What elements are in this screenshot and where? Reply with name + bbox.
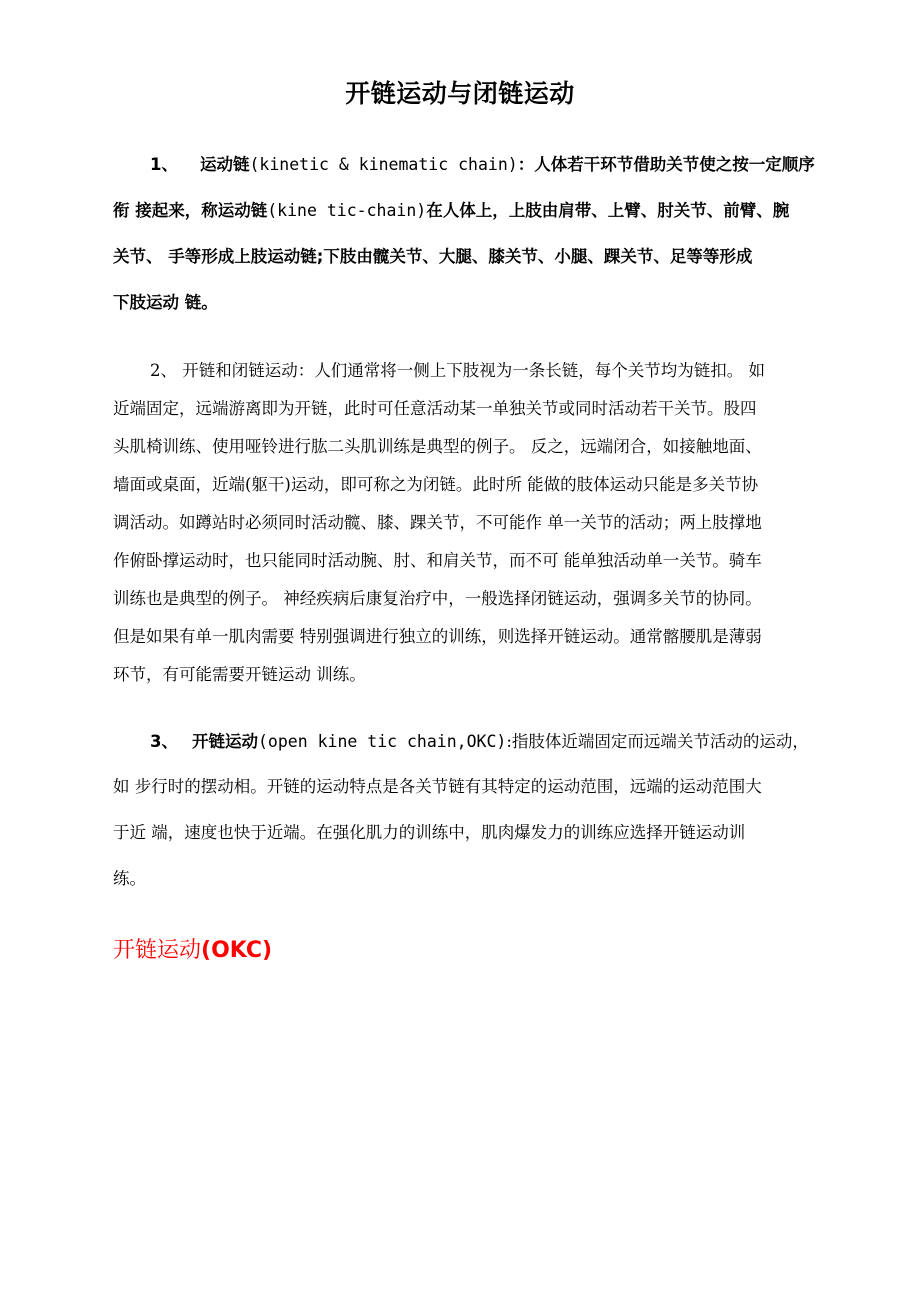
- section1-line2-text: 衔 接起来，称运动链: [113, 201, 268, 220]
- section2-line9: 环节，有可能需要开链运动 训练。: [113, 665, 366, 684]
- section3-line1: [150, 731, 809, 753]
- section2-line3: 头肌椅训练、使用哑铃进行肱二头肌训练是典型的例子。 反之，远端闭合，如接触地面、: [113, 437, 762, 456]
- section1-line2-en: (kine tic-chain): [267, 201, 427, 220]
- okc-heading-cn: 开链运动: [113, 938, 202, 963]
- okc-heading-latin: (OKC): [201, 938, 273, 963]
- section2-line6: 作俯卧撑运动时，也只能同时活动腕、肘、和肩关节，而不可 能单独活动单一关节。骑车: [113, 551, 762, 570]
- section3-line3: 于近 端，速度也快于近端。在强化肌力的训练中，肌肉爆发力的训练应选择开链运动训: [113, 823, 746, 842]
- section1-line2-rest: 在人体上，上肢由肩带、上臂、肘关节、前臂、腕: [426, 201, 790, 220]
- section1-term: 运动链: [199, 155, 250, 174]
- section1-line1: [150, 154, 815, 176]
- section1-line2: [113, 200, 789, 222]
- section1-term-en: (kinetic & kinematic chain): [249, 155, 518, 174]
- okc-heading: [113, 936, 272, 966]
- section3-term-en: (open kine tic chain,OKC): [257, 732, 507, 751]
- section2-line4: 墙面或桌面，近端(躯干)运动，即可称之为闭链。此时所 能做的肢体运动只能是多关节协: [113, 475, 759, 494]
- section1-line4: 下肢运动 链。: [113, 293, 218, 312]
- section3-number: 3、: [150, 732, 178, 751]
- section1-line1-rest: ：人体若干环节借助关节使之按一定顺序: [517, 155, 815, 174]
- section2-line5: 调活动。如蹲站时必须同时活动髋、膝、踝关节，不可能作 单一关节的活动；两上肢撑地: [113, 513, 762, 532]
- section2-line2: 近端固定，远端游离即为开链，此时可任意活动某一单独关节或同时活动若干关节。股四: [113, 399, 757, 418]
- section1-line3: 关节、 手等形成上肢运动链;下肢由髋关节、大腿、膝关节、小腿、踝关节、足等等形成: [113, 247, 753, 266]
- section2-line7: 训练也是典型的例子。 神经疾病后康复治疗中，一般选择闭链运动，强调多关节的协同。: [113, 589, 762, 608]
- section3-line4: 练。: [113, 869, 146, 888]
- section3-term: 开链运动: [191, 732, 258, 751]
- section3-line1-rest: :指肢体近端固定而远端关节活动的运动，: [506, 732, 809, 751]
- section2-line8: 但是如果有单一肌肉需要 特别强调进行独立的训练，则选择开链运动。通常髂腰肌是薄弱: [113, 627, 762, 646]
- page-title: 开链运动与闭链运动: [345, 79, 575, 108]
- section2-line1: 2、 开链和闭链运动：人们通常将一侧上下肢视为一条长链，每个关节均为链扣。 如: [150, 361, 765, 380]
- section3-line2: 如 步行时的摆动相。开链的运动特点是各关节链有其特定的运动范围，远端的运动范围大: [113, 777, 762, 796]
- section1-number: 1、: [150, 155, 178, 174]
